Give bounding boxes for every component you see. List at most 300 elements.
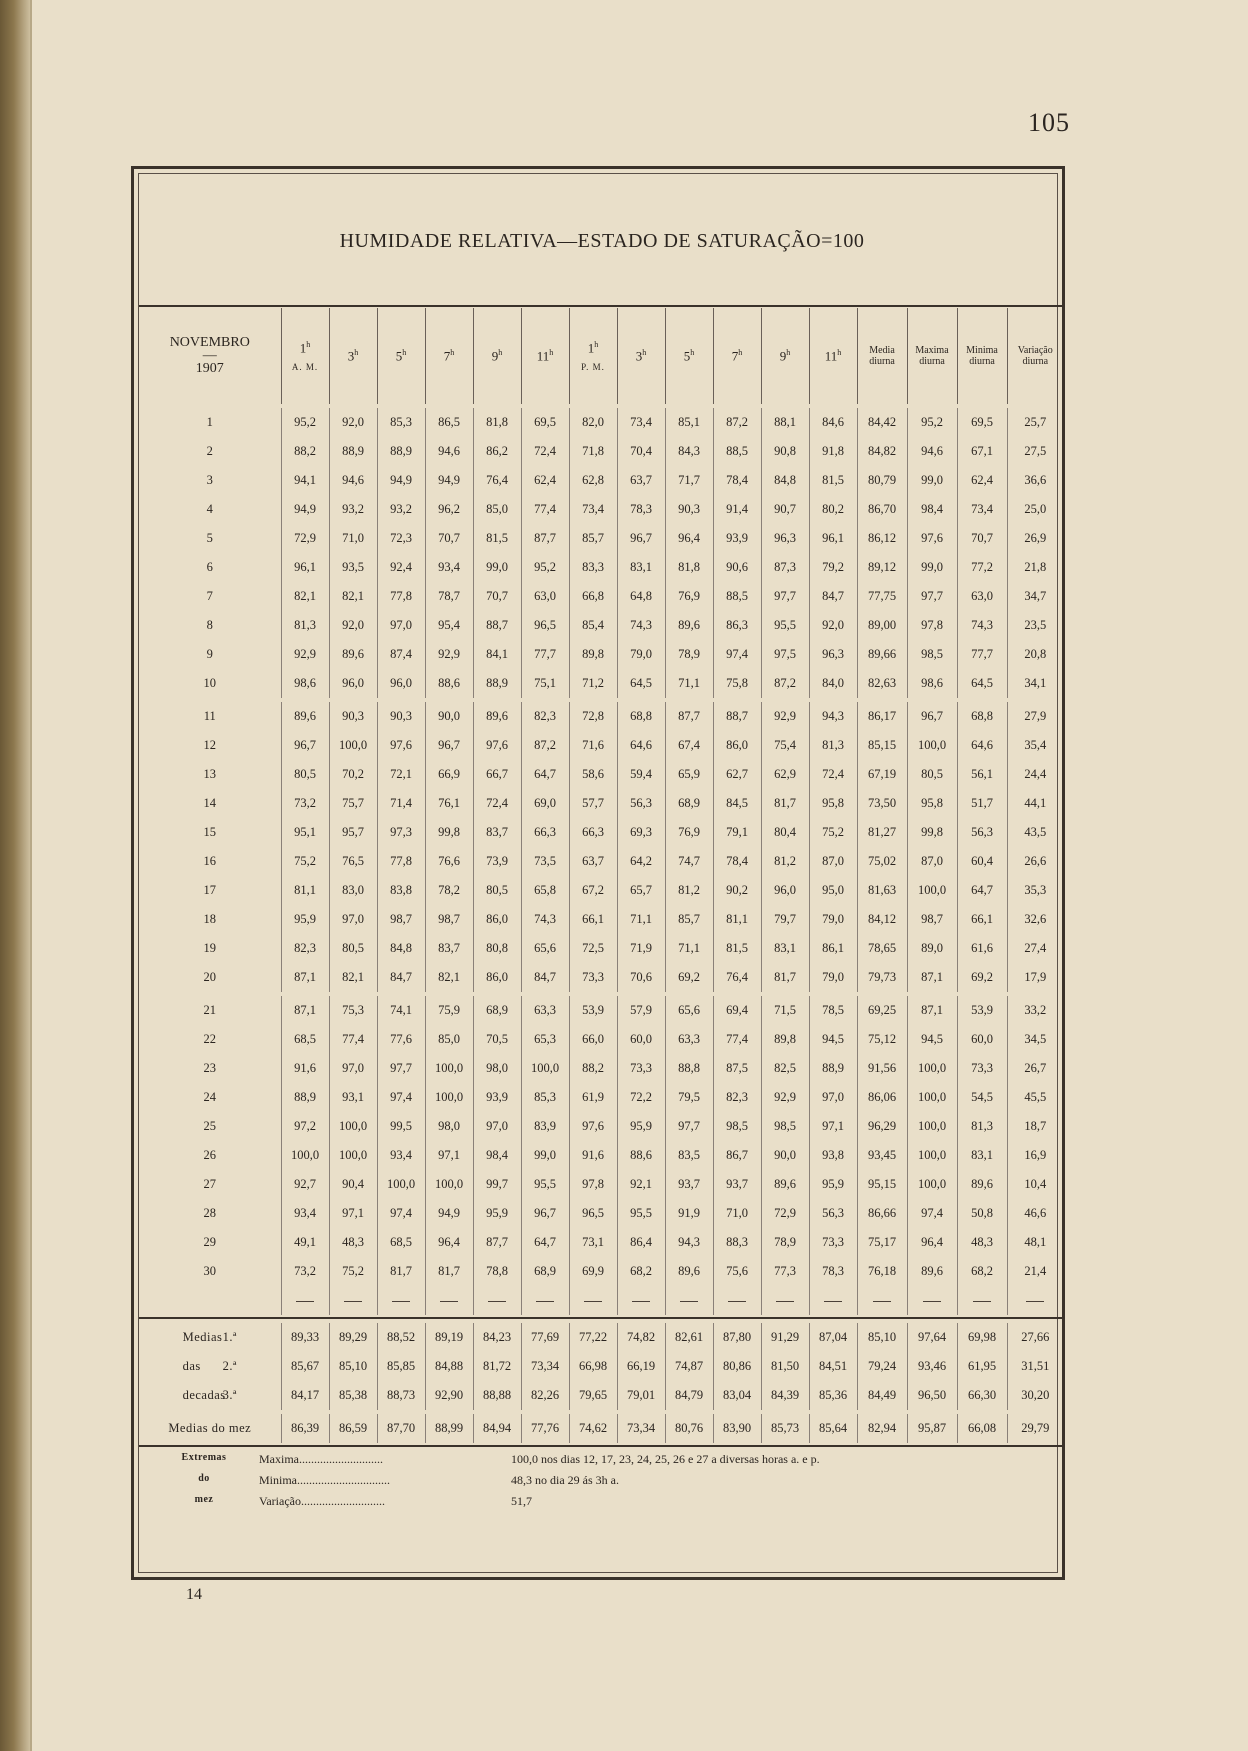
humidity-value: 99,0 xyxy=(473,553,521,582)
humidity-value: 94,5 xyxy=(907,1025,957,1054)
humidity-value: 89,6 xyxy=(907,1257,957,1286)
humidity-value: 68,9 xyxy=(521,1257,569,1286)
humidity-value: 97,5 xyxy=(761,640,809,669)
humidity-value: 75,17 xyxy=(857,1228,907,1257)
humidity-value: 97,0 xyxy=(377,611,425,640)
humidity-value: 87,2 xyxy=(713,408,761,437)
humidity-value: 96,3 xyxy=(809,640,857,669)
humidity-value: 94,3 xyxy=(665,1228,713,1257)
humidity-value: 97,7 xyxy=(761,582,809,611)
humidity-value: 68,2 xyxy=(957,1257,1007,1286)
decade-mean: 74,82 xyxy=(617,1323,665,1352)
humidity-value: 96,7 xyxy=(907,702,957,731)
month-mean: 73,34 xyxy=(617,1414,665,1443)
humidity-value: 100,0 xyxy=(907,876,957,905)
humidity-value: 77,6 xyxy=(377,1025,425,1054)
humidity-value: 87,1 xyxy=(907,963,957,992)
humidity-value: 53,9 xyxy=(957,996,1007,1025)
humidity-value: 62,4 xyxy=(957,466,1007,495)
extreme-label: do xyxy=(198,1473,210,1484)
humidity-value: 74,7 xyxy=(665,847,713,876)
dash-mark xyxy=(1026,1301,1044,1302)
hour-value: 1 xyxy=(299,340,307,356)
humidity-value: 86,2 xyxy=(473,437,521,466)
humidity-value: 72,3 xyxy=(377,524,425,553)
dash-cell xyxy=(665,1286,713,1315)
humidity-value: 61,6 xyxy=(957,934,1007,963)
day-number: 5 xyxy=(206,531,213,545)
humidity-value: 99,8 xyxy=(425,818,473,847)
humidity-value: 89,6 xyxy=(281,702,329,731)
humidity-value: 94,9 xyxy=(425,1199,473,1228)
decade-mean: 84,79 xyxy=(665,1381,713,1410)
day-row xyxy=(139,876,1063,905)
humidity-value: 96,7 xyxy=(425,731,473,760)
humidity-value: 69,5 xyxy=(957,408,1007,437)
humidity-value: 88,5 xyxy=(713,582,761,611)
humidity-value: 73,3 xyxy=(617,1054,665,1083)
humidity-value: 62,9 xyxy=(761,760,809,789)
dash-mark xyxy=(632,1301,650,1302)
humidity-value: 89,6 xyxy=(761,1170,809,1199)
humidity-value: 92,1 xyxy=(617,1170,665,1199)
humidity-value: 81,8 xyxy=(665,553,713,582)
humidity-value: 63,3 xyxy=(521,996,569,1025)
decade-mean: 84,51 xyxy=(809,1352,857,1381)
day-row xyxy=(139,669,1063,698)
humidity-value: 83,7 xyxy=(473,818,521,847)
humidity-value: 71,6 xyxy=(569,731,617,760)
humidity-value: 26,9 xyxy=(1007,524,1063,553)
humidity-value: 78,4 xyxy=(713,466,761,495)
year-label: 1907 xyxy=(195,361,224,376)
humidity-value: 90,3 xyxy=(377,702,425,731)
humidity-value: 75,9 xyxy=(425,996,473,1025)
day-number: 10 xyxy=(203,676,216,690)
day-number: 4 xyxy=(206,502,213,516)
humidity-value: 84,0 xyxy=(809,669,857,698)
day-row xyxy=(139,1054,1063,1083)
humidity-value: 69,2 xyxy=(957,963,1007,992)
dash-cell xyxy=(713,1286,761,1315)
day-number: 26 xyxy=(203,1148,216,1162)
humidity-value: 71,1 xyxy=(665,934,713,963)
decade-mean: 88,73 xyxy=(377,1381,425,1410)
humidity-value: 99,5 xyxy=(377,1112,425,1141)
humidity-value: 75,2 xyxy=(809,818,857,847)
dash-cell xyxy=(425,1286,473,1315)
decade-ordinal: 2.ª xyxy=(222,1359,237,1373)
humidity-value: 95,5 xyxy=(521,1170,569,1199)
hour-header xyxy=(425,308,473,404)
humidity-value: 84,7 xyxy=(377,963,425,992)
humidity-value: 98,4 xyxy=(907,495,957,524)
humidity-value: 69,2 xyxy=(665,963,713,992)
humidity-value: 100,0 xyxy=(281,1141,329,1170)
humidity-value: 66,8 xyxy=(569,582,617,611)
humidity-value: 83,3 xyxy=(569,553,617,582)
humidity-value: 45,5 xyxy=(1007,1083,1063,1112)
day-number: 18 xyxy=(203,912,216,926)
humidity-value: 75,8 xyxy=(713,669,761,698)
humidity-value: 71,0 xyxy=(713,1199,761,1228)
day-row xyxy=(139,934,1063,963)
humidity-value: 100,0 xyxy=(907,1112,957,1141)
humidity-value: 79,73 xyxy=(857,963,907,992)
humidity-value: 75,2 xyxy=(329,1257,377,1286)
humidity-value: 80,5 xyxy=(329,934,377,963)
day-row xyxy=(139,1170,1063,1199)
humidity-value: 96,0 xyxy=(329,669,377,698)
humidity-value: 34,1 xyxy=(1007,669,1063,698)
decade-mean: 97,64 xyxy=(907,1323,957,1352)
humidity-value: 89,66 xyxy=(857,640,907,669)
humidity-value: 69,25 xyxy=(857,996,907,1025)
humidity-value: 87,7 xyxy=(473,1228,521,1257)
humidity-value: 97,0 xyxy=(329,1054,377,1083)
humidity-value: 94,6 xyxy=(425,437,473,466)
humidity-value: 62,8 xyxy=(569,466,617,495)
humidity-value: 94,1 xyxy=(281,466,329,495)
decade-mean: 77,22 xyxy=(569,1323,617,1352)
humidity-value: 97,4 xyxy=(377,1083,425,1112)
day-number: 12 xyxy=(203,738,216,752)
humidity-value: 70,7 xyxy=(425,524,473,553)
humidity-value: 92,9 xyxy=(281,640,329,669)
decade-mean: 27,66 xyxy=(1007,1323,1063,1352)
humidity-value: 85,0 xyxy=(425,1025,473,1054)
decade-mean: 84,39 xyxy=(761,1381,809,1410)
dash-cell xyxy=(857,1286,907,1315)
humidity-value: 82,3 xyxy=(713,1083,761,1112)
humidity-value: 75,02 xyxy=(857,847,907,876)
humidity-value: 70,2 xyxy=(329,760,377,789)
humidity-value: 100,0 xyxy=(425,1054,473,1083)
humidity-value: 84,7 xyxy=(521,963,569,992)
decade-mean: 31,51 xyxy=(1007,1352,1063,1381)
humidity-value: 82,1 xyxy=(281,582,329,611)
humidity-value: 92,0 xyxy=(329,408,377,437)
humidity-value: 89,6 xyxy=(665,611,713,640)
humidity-value: 88,9 xyxy=(281,1083,329,1112)
humidity-value: 88,9 xyxy=(377,437,425,466)
humidity-value: 48,1 xyxy=(1007,1228,1063,1257)
humidity-value: 95,4 xyxy=(425,611,473,640)
humidity-value: 77,7 xyxy=(957,640,1007,669)
humidity-value: 74,3 xyxy=(617,611,665,640)
humidity-value: 79,5 xyxy=(665,1083,713,1112)
humidity-value: 89,12 xyxy=(857,553,907,582)
humidity-value: 96,3 xyxy=(761,524,809,553)
day-number: 1 xyxy=(206,415,213,429)
decade-mean: 79,01 xyxy=(617,1381,665,1410)
humidity-value: 93,4 xyxy=(377,1141,425,1170)
humidity-value: 81,3 xyxy=(809,731,857,760)
dash-row xyxy=(139,1286,1063,1315)
humidity-value: 66,1 xyxy=(957,905,1007,934)
humidity-value: 34,7 xyxy=(1007,582,1063,611)
humidity-value: 97,0 xyxy=(809,1083,857,1112)
extreme-label: Extremas xyxy=(181,1452,227,1463)
humidity-value: 84,12 xyxy=(857,905,907,934)
day-number: 25 xyxy=(203,1119,216,1133)
humidity-value: 96,4 xyxy=(425,1228,473,1257)
humidity-value: 93,4 xyxy=(281,1199,329,1228)
humidity-value: 88,7 xyxy=(473,611,521,640)
humidity-value: 78,9 xyxy=(665,640,713,669)
hour-header xyxy=(665,308,713,404)
hour-value: 9 xyxy=(491,348,499,364)
decade-mean: 79,65 xyxy=(569,1381,617,1410)
dash-mark xyxy=(873,1301,891,1302)
day-number: 23 xyxy=(203,1061,216,1075)
humidity-value: 73,4 xyxy=(617,408,665,437)
humidity-value: 92,9 xyxy=(425,640,473,669)
humidity-value: 72,1 xyxy=(377,760,425,789)
humidity-value: 73,1 xyxy=(569,1228,617,1257)
day-row xyxy=(139,789,1063,818)
hour-header xyxy=(761,308,809,404)
day-number: 27 xyxy=(203,1177,216,1191)
humidity-value: 56,3 xyxy=(809,1199,857,1228)
dash-mark xyxy=(440,1301,458,1302)
humidity-value: 64,5 xyxy=(617,669,665,698)
decade-mean: 84,23 xyxy=(473,1323,521,1352)
humidity-value: 64,7 xyxy=(521,1228,569,1257)
decade-mean: 66,98 xyxy=(569,1352,617,1381)
humidity-value: 77,8 xyxy=(377,582,425,611)
month-mean: 80,76 xyxy=(665,1414,713,1443)
humidity-value: 73,50 xyxy=(857,789,907,818)
humidity-value: 94,6 xyxy=(907,437,957,466)
humidity-value: 68,8 xyxy=(957,702,1007,731)
humidity-value: 88,1 xyxy=(761,408,809,437)
day-number: 22 xyxy=(203,1032,216,1046)
humidity-value: 78,5 xyxy=(809,996,857,1025)
humidity-value: 63,3 xyxy=(665,1025,713,1054)
decade-mean: 81,72 xyxy=(473,1352,521,1381)
month-mean: 74,62 xyxy=(569,1414,617,1443)
humidity-value: 88,8 xyxy=(665,1054,713,1083)
humidity-value: 98,5 xyxy=(907,640,957,669)
decade-mean: 88,52 xyxy=(377,1323,425,1352)
humidity-value: 87,1 xyxy=(907,996,957,1025)
humidity-value: 98,5 xyxy=(713,1112,761,1141)
humidity-value: 68,8 xyxy=(617,702,665,731)
humidity-value: 94,6 xyxy=(329,466,377,495)
month-mean: 95,87 xyxy=(907,1414,957,1443)
humidity-value: 100,0 xyxy=(907,1141,957,1170)
decade-mean: 73,34 xyxy=(521,1352,569,1381)
humidity-value: 88,3 xyxy=(713,1228,761,1257)
stat-header: Variação diurna xyxy=(1007,308,1063,404)
hour-value: 11 xyxy=(536,348,550,364)
humidity-value: 94,3 xyxy=(809,702,857,731)
decade-mean: 83,04 xyxy=(713,1381,761,1410)
day-row xyxy=(139,495,1063,524)
day-number: 3 xyxy=(206,473,213,487)
hour-unit: h xyxy=(837,347,842,357)
decade-mean: 81,50 xyxy=(761,1352,809,1381)
humidity-value: 73,2 xyxy=(281,1257,329,1286)
humidity-value: 86,70 xyxy=(857,495,907,524)
humidity-value: 78,8 xyxy=(473,1257,521,1286)
humidity-value: 97,0 xyxy=(329,905,377,934)
hour-header xyxy=(569,308,617,404)
humidity-value: 69,3 xyxy=(617,818,665,847)
humidity-value: 77,2 xyxy=(957,553,1007,582)
hour-unit: h xyxy=(690,347,695,357)
humidity-value: 95,7 xyxy=(329,818,377,847)
humidity-value: 69,0 xyxy=(521,789,569,818)
hour-unit: h xyxy=(450,347,455,357)
humidity-value: 83,1 xyxy=(761,934,809,963)
month-mean: 84,94 xyxy=(473,1414,521,1443)
extreme-name: Minima............................... xyxy=(259,1473,390,1487)
humidity-value: 54,5 xyxy=(957,1083,1007,1112)
dash-mark xyxy=(973,1301,991,1302)
humidity-value: 71,1 xyxy=(617,905,665,934)
humidity-value: 98,7 xyxy=(907,905,957,934)
humidity-value: 80,5 xyxy=(473,876,521,905)
humidity-value: 77,4 xyxy=(329,1025,377,1054)
humidity-value: 95,2 xyxy=(281,408,329,437)
hour-value: 5 xyxy=(395,348,403,364)
humidity-value: 86,17 xyxy=(857,702,907,731)
dash-cell xyxy=(521,1286,569,1315)
humidity-value: 44,1 xyxy=(1007,789,1063,818)
month-mean: 83,90 xyxy=(713,1414,761,1443)
humidity-value: 70,7 xyxy=(957,524,1007,553)
humidity-value: 69,9 xyxy=(569,1257,617,1286)
page-number: 105 xyxy=(1028,108,1070,137)
humidity-value: 76,9 xyxy=(665,582,713,611)
humidity-value: 97,2 xyxy=(281,1112,329,1141)
humidity-value: 73,3 xyxy=(957,1054,1007,1083)
humidity-value: 82,63 xyxy=(857,669,907,698)
humidity-value: 84,7 xyxy=(809,582,857,611)
hour-value: 7 xyxy=(731,348,739,364)
humidity-value: 97,4 xyxy=(377,1199,425,1228)
humidity-value: 66,7 xyxy=(473,760,521,789)
humidity-value: 87,7 xyxy=(521,524,569,553)
humidity-value: 72,8 xyxy=(569,702,617,731)
humidity-value: 94,9 xyxy=(425,466,473,495)
humidity-value: 73,9 xyxy=(473,847,521,876)
stat-header: Minima diurna xyxy=(957,308,1007,404)
day-row xyxy=(139,731,1063,760)
humidity-value: 97,4 xyxy=(907,1199,957,1228)
humidity-value: 65,6 xyxy=(665,996,713,1025)
humidity-value: 100,0 xyxy=(329,1141,377,1170)
humidity-value: 89,6 xyxy=(665,1257,713,1286)
extreme-name: Maxima............................ xyxy=(259,1452,383,1466)
humidity-value: 70,7 xyxy=(473,582,521,611)
humidity-value: 86,4 xyxy=(617,1228,665,1257)
humidity-value: 100,0 xyxy=(329,1112,377,1141)
humidity-value: 87,2 xyxy=(761,669,809,698)
month-header xyxy=(139,308,281,404)
humidity-value: 75,6 xyxy=(713,1257,761,1286)
humidity-value: 71,5 xyxy=(761,996,809,1025)
rule-cell xyxy=(139,1443,1063,1446)
humidity-value: 99,7 xyxy=(473,1170,521,1199)
humidity-value: 34,5 xyxy=(1007,1025,1063,1054)
extreme-value: 100,0 nos dias 12, 17, 23, 24, 25, 26 e 27 a diversas horas a. e p. xyxy=(511,1452,820,1466)
humidity-value: 92,0 xyxy=(809,611,857,640)
humidity-value: 95,15 xyxy=(857,1170,907,1199)
humidity-value: 63,7 xyxy=(569,847,617,876)
stat-header: Maxima diurna xyxy=(907,308,957,404)
hour-value: 9 xyxy=(779,348,787,364)
decade-mean: 84,17 xyxy=(281,1381,329,1410)
humidity-value: 100,0 xyxy=(907,1083,957,1112)
humidity-value: 80,5 xyxy=(907,760,957,789)
humidity-value: 85,7 xyxy=(569,524,617,553)
humidity-value: 95,9 xyxy=(473,1199,521,1228)
humidity-value: 62,7 xyxy=(713,760,761,789)
humidity-value: 97,0 xyxy=(473,1112,521,1141)
humidity-value: 82,3 xyxy=(521,702,569,731)
humidity-value: 65,6 xyxy=(521,934,569,963)
decade-mean: 84,49 xyxy=(857,1381,907,1410)
humidity-value: 72,9 xyxy=(281,524,329,553)
humidity-value: 84,42 xyxy=(857,408,907,437)
humidity-value: 88,9 xyxy=(329,437,377,466)
day-row xyxy=(139,702,1063,731)
humidity-value: 94,5 xyxy=(809,1025,857,1054)
decade-mean: 61,95 xyxy=(957,1352,1007,1381)
day-row xyxy=(139,408,1063,437)
humidity-value: 83,1 xyxy=(617,553,665,582)
humidity-value: 27,4 xyxy=(1007,934,1063,963)
humidity-value: 97,1 xyxy=(809,1112,857,1141)
humidity-value: 80,5 xyxy=(281,760,329,789)
humidity-value: 80,2 xyxy=(809,495,857,524)
day-number: 16 xyxy=(203,854,216,868)
humidity-value: 76,4 xyxy=(473,466,521,495)
humidity-value: 91,6 xyxy=(569,1141,617,1170)
humidity-value: 73,4 xyxy=(957,495,1007,524)
humidity-value: 61,9 xyxy=(569,1083,617,1112)
humidity-value: 90,4 xyxy=(329,1170,377,1199)
humidity-value: 93,2 xyxy=(329,495,377,524)
humidity-value: 77,7 xyxy=(521,640,569,669)
humidity-value: 51,7 xyxy=(957,789,1007,818)
humidity-value: 100,0 xyxy=(907,731,957,760)
humidity-value: 84,82 xyxy=(857,437,907,466)
decade-label: das xyxy=(182,1359,201,1373)
humidity-value: 98,7 xyxy=(377,905,425,934)
hour-unit: h xyxy=(642,347,647,357)
decade-label: decadas xyxy=(182,1388,226,1402)
month-mean: 29,79 xyxy=(1007,1414,1063,1443)
hour-unit: h xyxy=(498,347,503,357)
humidity-value: 74,3 xyxy=(521,905,569,934)
dash-cell xyxy=(809,1286,857,1315)
day-row xyxy=(139,553,1063,582)
humidity-value: 99,8 xyxy=(907,818,957,847)
humidity-value: 87,0 xyxy=(809,847,857,876)
humidity-value: 93,5 xyxy=(329,553,377,582)
humidity-value: 72,4 xyxy=(473,789,521,818)
humidity-value: 87,0 xyxy=(907,847,957,876)
dash-mark xyxy=(392,1301,410,1302)
decade-mean: 79,24 xyxy=(857,1352,907,1381)
decade-mean: 89,29 xyxy=(329,1323,377,1352)
humidity-value: 96,5 xyxy=(521,611,569,640)
day-number: 15 xyxy=(203,825,216,839)
